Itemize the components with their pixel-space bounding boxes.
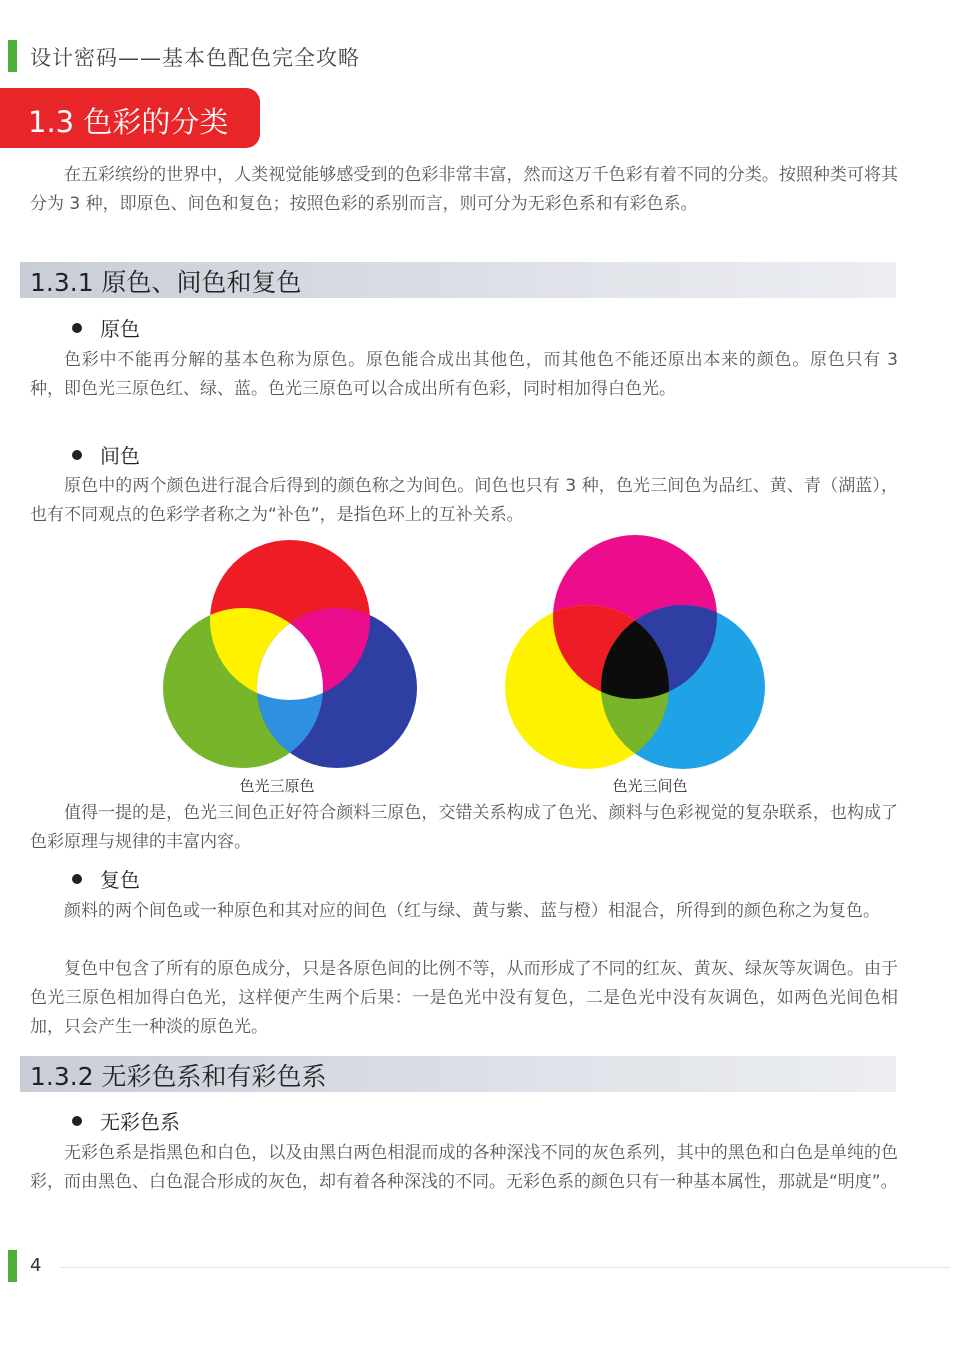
- bullet-label: 原色: [100, 317, 140, 341]
- bullet-dot: [72, 450, 82, 460]
- subsection-header-1: [20, 262, 896, 298]
- footer-accent-bar: [8, 1250, 17, 1282]
- caption-additive: 色光三原色: [239, 777, 315, 795]
- bullet-dot: [72, 323, 82, 333]
- header-accent-bar: [8, 40, 17, 72]
- bullet-dot: [72, 1116, 82, 1126]
- tertiary-paragraph-1: 颜料的两个间色或一种原色和其对应的间色（红与绿、黄与紫、蓝与橙）相混合，所得到的颜色称之为复色。: [64, 901, 880, 921]
- subsection-header-2: [20, 1056, 896, 1092]
- bullet-dot: [72, 874, 82, 884]
- bullet-label: 复色: [100, 868, 140, 892]
- bullet-label: 无彩色系: [100, 1110, 180, 1134]
- secondary-paragraph: 原色中的两个颜色进行混合后得到的颜色称之为间色。间色也只有 3 种，色光三间色为品红、黄、青（湖蓝），也有不同观点的色彩学者称之为“补色”，是指色环上的互补关系。: [30, 476, 898, 525]
- additive-secondaries-diagram: [500, 532, 770, 772]
- footer-rule: [60, 1267, 950, 1268]
- additive-primaries-diagram: [160, 535, 420, 770]
- bullet-primary: [72, 313, 140, 342]
- tertiary-paragraph-2: 复色中包含了所有的原色成分，只是各原色间的比例不等，从而形成了不同的红灰、黄灰、绿灰等灰调色。由于色光三原色相加得白色光，这样便产生两个后果：一是色光中没有复色，二是色光中没有灰调色，如两色光间色相加，只会产生一种淡的原色光。: [30, 959, 898, 1037]
- section-banner: [0, 88, 260, 148]
- intro-paragraph: 在五彩缤纷的世界中，人类视觉能够感受到的色彩非常丰富，然而这万千色彩有着不同的分类。按照种类可将其分为 3 种，即原色、间色和复色；按照色彩的系别而言，则可分为无彩色系和有彩色系。: [30, 165, 898, 214]
- subsection-title-1: 1.3.1 原色、间色和复色: [30, 268, 302, 297]
- book-title: 设计密码——基本色配色完全攻略: [30, 46, 360, 70]
- bullet-label: 间色: [100, 444, 140, 468]
- caption-subtractive: 色光三间色: [612, 777, 688, 795]
- primary-paragraph: 色彩中不能再分解的基本色称为原色。原色能合成出其他色，而其他色不能还原出本来的颜色。原色只有 3 种，即色光三原色红、绿、蓝。色光三原色可以合成出所有色彩，同时相加得白色光。: [30, 350, 898, 399]
- bullet-achromatic: [72, 1106, 180, 1135]
- section-title: 1.3 色彩的分类: [28, 105, 229, 139]
- subsection-title-2: 1.3.2 无彩色系和有彩色系: [30, 1062, 327, 1091]
- achromatic-paragraph: 无彩色系是指黑色和白色，以及由黑白两色相混而成的各种深浅不同的灰色系列，其中的黑色和白色是单纯的色彩，而由黑色、白色混合形成的灰色，却有着各种深浅的不同。无彩色系的颜色只有一种基本属性，那就是“明度”。: [30, 1143, 898, 1192]
- page-number: 4: [30, 1255, 42, 1276]
- bullet-tertiary: [72, 864, 140, 893]
- note-paragraph: 值得一提的是，色光三间色正好符合颜料三原色，交错关系构成了色光、颜料与色彩视觉的复杂联系，也构成了色彩原理与规律的丰富内容。: [30, 803, 898, 852]
- bullet-secondary: [72, 440, 140, 469]
